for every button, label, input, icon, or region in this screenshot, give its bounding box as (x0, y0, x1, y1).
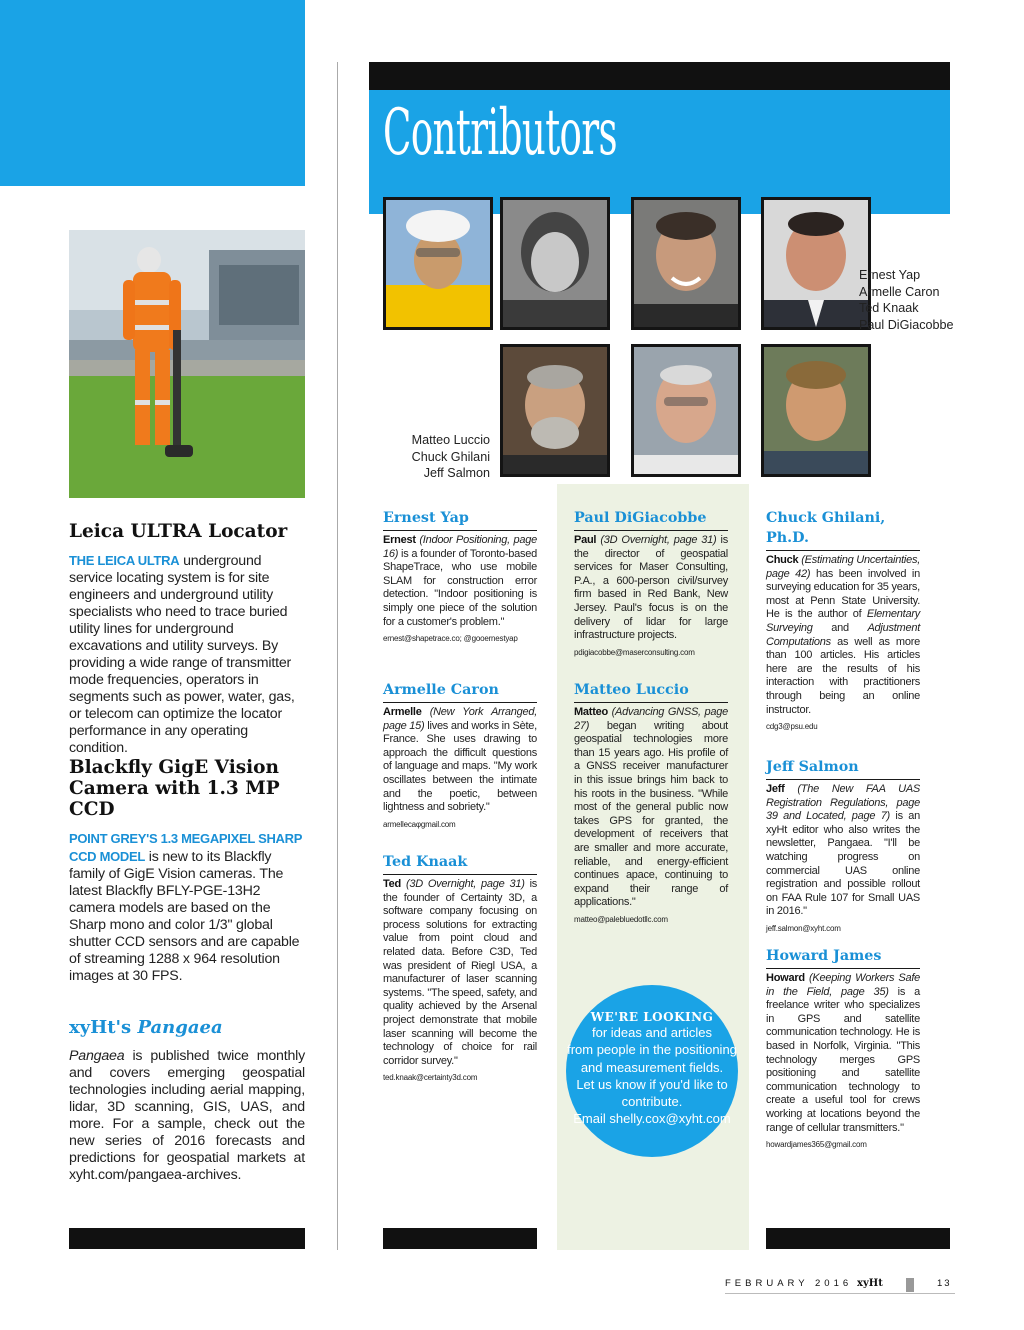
caption: Ted Knaak (859, 301, 919, 315)
divider (766, 550, 920, 551)
footer-rule (725, 1293, 955, 1294)
portrait-chuck-ghilani (631, 344, 741, 477)
contributor-ernest-yap (383, 508, 537, 643)
contributor-name: Howard James (766, 948, 882, 964)
contributor-email: ernest@shapetrace.co; @gooernestyap (383, 634, 518, 644)
portrait-paul-digiacobbe (761, 197, 871, 330)
portrait-ernest-yap (383, 197, 493, 330)
caption: Ernest Yap (859, 268, 921, 282)
top-row-captions (859, 267, 954, 333)
divider (574, 702, 728, 703)
divider (766, 779, 920, 780)
bottom-row-captions (380, 432, 490, 482)
caption: Armelle Caron (859, 284, 940, 299)
footer-bar-left (69, 1228, 305, 1249)
blackfly-lead: POINT GREY'S 1.3 MEGAPIXEL SHARP CCD MODEL (69, 831, 302, 864)
contributor-email: matteo@palebluedotllc.com (574, 914, 668, 924)
footer-bar-col1 (383, 1228, 537, 1249)
callout-line: for ideas and articles (592, 1025, 712, 1040)
contributor-email: cdg3@psu.edu (766, 722, 818, 732)
contributor-howard-james (766, 946, 920, 1149)
contributor-bio: Chuck (Estimating Uncertainties, page 42) has been involved in surveying education for 35 years, most at Penn State University. He is the author of Elementary Surveying and Adjustment Computations as well as more than 100 articles. His articles here are the results of his interaction with practitioners through being an online instructor. (766, 554, 921, 716)
contributor-matteo-luccio (574, 680, 728, 924)
contributor-email: pdigiacobbe@maserconsulting.com (574, 647, 695, 657)
portrait-matteo-luccio (500, 344, 610, 477)
callout-line: Let us know if you'd like to (576, 1076, 728, 1092)
contributor-email: ted.knaak@certainty3d.com (383, 1073, 478, 1083)
footer-brand: xyHt (857, 1278, 883, 1289)
leica-ultra-photo (69, 230, 305, 498)
contributor-email: armellecaφgmail.com (383, 819, 456, 829)
column-divider (337, 62, 338, 1250)
contributor-bio: Ernest (Indoor Positioning, page 16) is a founder of Toronto-based ShapeTrace, who use mobile SLAM for construction error detection. "Indoor positioning is simply one piece of the solution for a customer's problem." (383, 534, 537, 628)
portrait-jeff-salmon (761, 344, 871, 477)
contributor-bio: Ted (3D Overnight, page 31) is the founder of Certainty 3D, a software company focusing on process solutions for extracting value from point cloud and related data. Before C3D, Ted was president of Riegl USA, a manufacturer of laser scanning systems. "The speed, safety, and quality achieved by the Arsenal project demonstrate that mobile laser scanning will become the technology of choice for rail corridor survey." (383, 878, 538, 1067)
contributor-name: Ernest Yap (383, 510, 469, 526)
contributor-jeff-salmon (766, 757, 920, 933)
caption: Matteo Luccio (411, 433, 490, 447)
caption: Jeff Salmon (423, 466, 490, 480)
callout-line: and measurement fields. (580, 1059, 724, 1075)
contributor-email: howardjames365@gmail.com (766, 1140, 867, 1150)
contributor-bio: Matteo (Advancing GNSS, page 27) began writing about geospatial technologies more than 15 years ago. His profile of a GNSS receiver manufacturer in this issue brings him back to his roots in the business. "While most of the general public now takes GPS for granted, the development of receivers that are smaller and more accurate, reliable, and energy-efficient continues apace, continuing to expand their range of applications." (574, 706, 728, 909)
portrait-armelle-caron (500, 197, 610, 330)
leica-body: THE LEICA ULTRA underground service locating system is for site engineers and underground utility specialists who need to trace buried utility lines for underground excavations and utility surveys. By providing a wide range of transmitter mode frequencies, operators in segments such as power, water, gas, or telecom can optimize the locator performance in any operating condition. (69, 553, 295, 756)
call-for-contributors-callout (566, 985, 738, 1157)
blackfly-body: POINT GREY'S 1.3 MEGAPIXEL SHARP CCD MODEL is new to its Blackfly family of GigE Vision cameras. The latest Blackfly BFLY-PGE-13H2 camera models are based on the Sharp mono and color 1/3" global shutter CCD sensors and are capable of streaming 1288 x 964 resolution images at 30 FPS. (69, 831, 302, 984)
header-black-bar (369, 62, 950, 90)
divider (383, 874, 537, 875)
contributor-paul-digiacobbe (574, 508, 728, 657)
pangaea-body: Pangaea is published twice monthly and covers emerging geospatial technologies including aerial mapping, lidar, 3D scanning, GIS, UAS, and more. For a sample, check out the new series of 2016 forecasts and predictions for geospatial markets at xyht.com/pangaea-archives. (69, 1048, 305, 1183)
contributor-bio: Armelle (New York Arranged, page 15) lives and works in Sète, France. She uses drawing to approach the difficult questions of language and maps. "My work oscillates between the intimate and the poetic, between lightness and sobriety." (383, 706, 537, 814)
contributor-name: Jeff Salmon (766, 759, 859, 775)
contributor-chuck-ghilani (766, 508, 920, 731)
contributor-name: Paul DiGiacobbe (574, 510, 707, 526)
portrait-ted-knaak (631, 197, 741, 330)
divider (574, 530, 728, 531)
footer-date: FEBRUARY 2016 (725, 1278, 853, 1289)
caption: Paul DiGiacobbe (859, 317, 954, 332)
footer-bar-col3 (766, 1228, 950, 1249)
pangaea-section (69, 1017, 305, 1184)
contributor-name: Ted Knaak (383, 854, 468, 870)
contributor-email: jeff.salmon@xyht.com (766, 923, 841, 933)
pangaea-title: xyHt's Pangaea (69, 1017, 223, 1038)
contributor-name: Armelle Caron (383, 682, 499, 698)
divider (383, 530, 537, 531)
contributor-name: Chuck Ghilani, Ph.D. (766, 510, 886, 546)
header-blue-block (0, 0, 305, 186)
callout-heading: WE'RE LOOKING (590, 1010, 714, 1024)
caption: Chuck Ghilani (411, 449, 490, 464)
callout-email: Email shelly.cox@xyht.com (573, 1111, 731, 1127)
footer-marker (906, 1278, 914, 1292)
leica-lead: THE LEICA ULTRA (69, 553, 180, 568)
blackfly-section (69, 757, 305, 985)
contributor-bio: Paul (3D Overnight, page 31) is the director of geospatial services for Maser Consulting, P.A., a 600-person civil/survey firm based in Red Bank, New Jersey. Paul's focus is on the delivery of lidar for large infrastructure projects. (574, 534, 728, 642)
contributor-armelle-caron (383, 680, 537, 829)
divider (383, 702, 537, 703)
leica-section (69, 521, 305, 757)
page-number: 13 (937, 1278, 952, 1289)
callout-line: from people in the positioning (567, 1042, 737, 1058)
divider (766, 968, 920, 969)
contributor-bio: Howard (Keeping Workers Safe in the Field, page 35) is a freelance writer who specializes in GPS and satellite communication technology. He is based in Norfolk, Virginia. "This technology merges GPS positioning and satellite communication technology to create a useful tool for crews working at locations beyond the range of cellular transmitters." (766, 972, 921, 1134)
blackfly-title: Blackfly GigE Vision Camera with 1.3 MP CCD (69, 757, 280, 820)
page-title: Contributors (383, 96, 617, 170)
contributor-name: Matteo Luccio (574, 682, 689, 698)
contributor-bio: Jeff (The New FAA UAS Registration Regulations, page 39 and Located, page 7) is an xyHt editor who also writes the newsletter, Pangaea. "I'll be watching progress on commercial UAS online registration and possible rollout on FAA Rule 107 for Small UAS in 2016." (766, 783, 921, 918)
leica-title: Leica ULTRA Locator (69, 521, 288, 542)
contributor-ted-knaak (383, 852, 537, 1082)
callout-line: contribute. (621, 1094, 683, 1110)
